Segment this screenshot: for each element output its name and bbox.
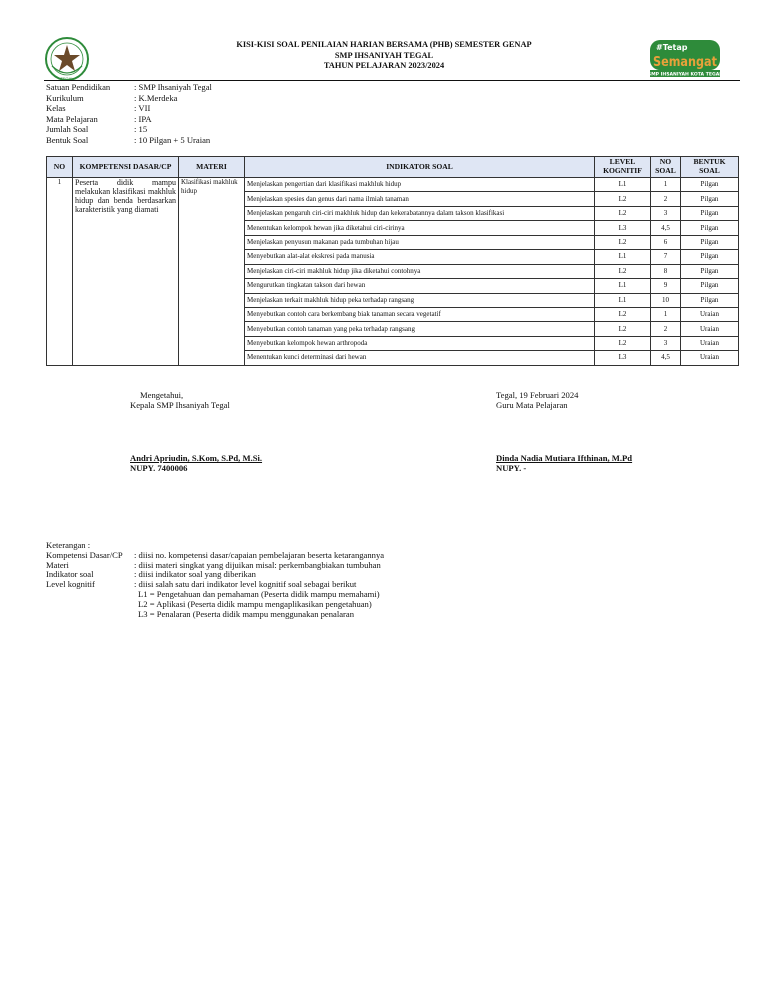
note-label: Materi	[46, 559, 69, 570]
sig-right-name: Dinda Nadia Mutiara Ifthinan, M.Pd	[496, 453, 633, 463]
header-divider	[44, 80, 740, 81]
cell-no-soal: 8	[651, 264, 681, 278]
cell-indikator: Menentukan kelompok hewan jika diketahui ciri-cirinya	[245, 221, 595, 235]
cell-indikator: Menjelaskan pengaruh ciri-ciri makhluk hidup dan kekerabatannya dalam takson klasifikasi	[245, 206, 595, 220]
table-header-row	[47, 157, 739, 178]
identity-value: : 10 Pilgan + 5 Uraian	[134, 134, 211, 145]
identity-row-satuan	[46, 82, 212, 93]
identity-value: : 15	[134, 124, 148, 135]
cell-indikator: Menyebutkan contoh cara berkembang biak tanaman secara vegetatif	[245, 307, 595, 321]
cell-bentuk: Pilgan	[681, 250, 739, 264]
logo-left-text: TEGAL	[60, 76, 74, 81]
table-row	[47, 178, 739, 192]
cell-level: L3	[595, 351, 651, 365]
kisi-kisi-table	[46, 156, 739, 366]
cell-no-soal: 4,5	[651, 221, 681, 235]
cell-level: L1	[595, 178, 651, 192]
note-value: : diisi salah satu dari indikator level kognitif soal sebagai berikut	[134, 579, 357, 590]
cell-no-soal: 3	[651, 336, 681, 350]
document-title	[180, 40, 588, 72]
cell-no-soal: 1	[651, 178, 681, 192]
cell-no-soal: 10	[651, 293, 681, 307]
identity-label: Satuan Pendidikan	[46, 82, 111, 92]
identity-label: Kelas	[46, 103, 66, 114]
sig-left-name: Andri Apriudin, S.Kom, S.Pd, M.Si.	[130, 453, 263, 463]
header-bentuk: BENTUK SOAL	[681, 157, 739, 178]
identity-row-jumlah	[46, 124, 212, 135]
identity-label: Mata Pelajaran	[46, 113, 98, 124]
cell-level: L2	[595, 206, 651, 220]
cell-kompetensi: Peserta didik mampu melakukan klasifikasi makhluk hidup dan benda berdasarkan karakteristik yang diamati	[73, 178, 179, 366]
header-level: LEVEL KOGNITIF	[595, 157, 651, 178]
cell-no-soal: 1	[651, 307, 681, 321]
note-value: : diisi materi singkat yang dijuikan misal: perkembangbiakan tumbuhan	[134, 559, 381, 570]
note-label: Indikator soal	[46, 569, 94, 580]
identity-value: : VII	[134, 103, 151, 114]
sig-right-line2: Guru Mata Pelajaran	[496, 400, 568, 411]
cell-bentuk: Pilgan	[681, 279, 739, 293]
cell-level: L1	[595, 293, 651, 307]
cell-bentuk: Pilgan	[681, 293, 739, 307]
cell-level: L2	[595, 235, 651, 249]
cell-bentuk: Uraian	[681, 351, 739, 365]
cell-no-soal: 3	[651, 206, 681, 220]
identity-row-kurikulum	[46, 93, 212, 104]
cell-no-soal: 7	[651, 250, 681, 264]
note-label: Level kognitif	[46, 579, 95, 590]
sig-left-nupy: NUPY. 7400006	[130, 463, 188, 474]
cell-indikator: Mengurutkan tingkatan takson dari hewan	[245, 279, 595, 293]
cell-no-soal: 6	[651, 235, 681, 249]
signature-left-name-block	[130, 453, 262, 473]
header-no: NO	[47, 157, 73, 178]
school-logo-icon	[44, 36, 90, 82]
cell-no-soal: 4,5	[651, 351, 681, 365]
notes-title: Keterangan :	[46, 540, 91, 550]
cell-indikator: Menyebutkan kelompok hewan arthropoda	[245, 336, 595, 350]
sig-right-nupy: NUPY. -	[496, 463, 527, 474]
cell-no-soal: 9	[651, 279, 681, 293]
cell-no-soal: 2	[651, 192, 681, 206]
cell-level: L2	[595, 192, 651, 206]
cell-bentuk: Pilgan	[681, 221, 739, 235]
logo-right-word: Semangat	[653, 55, 717, 70]
cell-level: L2	[595, 336, 651, 350]
identity-row-bentuk	[46, 135, 212, 146]
cell-level: L2	[595, 264, 651, 278]
cell-indikator: Menjelaskan spesies dan genus dari nama ilmiah tanaman	[245, 192, 595, 206]
table-body	[47, 178, 739, 366]
header-materi: MATERI	[179, 157, 245, 178]
note-level-l1: L1 = Pengetahuan dan pemahaman (Peserta didik mampu memahami)	[138, 588, 380, 599]
cell-bentuk: Pilgan	[681, 178, 739, 192]
cell-bentuk: Pilgan	[681, 235, 739, 249]
cell-level: L3	[595, 221, 651, 235]
cell-indikator: Menjelaskan pengertian dari klasifikasi makhluk hidup	[245, 178, 595, 192]
title-line-1: KISI-KISI SOAL PENILAIAN HARIAN BERSAMA (PHB) SEMESTER GENAP	[236, 40, 532, 49]
cell-indikator: Menyebutkan alat-alat ekskresi pada manusia	[245, 250, 595, 264]
note-label: Kompetensi Dasar/CP	[46, 549, 123, 560]
cell-bentuk: Pilgan	[681, 264, 739, 278]
header-kompetensi: KOMPETENSI DASAR/CP	[73, 157, 179, 178]
identity-label: Jumlah Soal	[46, 124, 89, 135]
identity-value: : IPA	[134, 113, 152, 124]
identity-label: Kurikulum	[46, 92, 84, 103]
logo-right-caption: SMP IHSANIYAH KOTA TEGAL	[648, 72, 722, 78]
identity-value: : K.Merdeka	[134, 92, 178, 103]
cell-no: 1	[47, 178, 73, 366]
tetap-semangat-logo-icon	[648, 38, 722, 78]
cell-indikator: Menentukan kunci determinasi dari hewan	[245, 351, 595, 365]
identity-row-mapel	[46, 114, 212, 125]
cell-level: L1	[595, 279, 651, 293]
title-line-2: SMP IHSANIYAH TEGAL	[334, 50, 434, 60]
sig-left-line2: Kepala SMP Ihsaniyah Tegal	[130, 400, 230, 411]
cell-bentuk: Uraian	[681, 336, 739, 350]
note-level-l3: L3 = Penalaran (Peserta didik mampu menggunakan penalaran	[138, 608, 355, 619]
cell-bentuk: Uraian	[681, 307, 739, 321]
cell-indikator: Menjelaskan terkait makhluk hidup peka terhadap rangsang	[245, 293, 595, 307]
cell-materi: Klasifikasi makhluk hidup	[179, 178, 245, 366]
cell-level: L2	[595, 322, 651, 336]
sig-left-line1: Mengetahui,	[140, 390, 184, 400]
sig-right-line1: Tegal, 19 Februari 2024	[496, 390, 579, 400]
identity-label: Bentuk Soal	[46, 134, 89, 145]
cell-no-soal: 2	[651, 322, 681, 336]
identity-row-kelas	[46, 103, 212, 114]
cell-level: L2	[595, 307, 651, 321]
logo-right-tag: #Tetap	[656, 43, 688, 52]
signature-right-name-block	[496, 453, 632, 473]
note-value: : diisi indikator soal yang diberikan	[134, 569, 256, 580]
cell-indikator: Menjelaskan ciri-ciri makhluk hidup jika diketahui contohnya	[245, 264, 595, 278]
signature-right	[496, 390, 578, 410]
title-line-3: TAHUN PELAJARAN 2023/2024	[323, 61, 445, 70]
cell-bentuk: Pilgan	[681, 206, 739, 220]
note-level-l2: L2 = Aplikasi (Peserta didik mampu mengaplikasikan pengetahuan)	[138, 598, 372, 609]
cell-indikator: Menyebutkan contoh tanaman yang peka terhadap rangsang	[245, 322, 595, 336]
identity-value: : SMP Ihsaniyah Tegal	[134, 82, 212, 92]
note-value: : diisi no. kompetensi dasar/capaian pembelajaran beserta ketarangannya	[134, 549, 385, 560]
cell-bentuk: Pilgan	[681, 192, 739, 206]
cell-indikator: Menjelaskan penyusun makanan pada tumbuhan hijau	[245, 235, 595, 249]
header-no-soal: NO SOAL	[651, 157, 681, 178]
signature-left	[130, 390, 230, 410]
header-indikator: INDIKATOR SOAL	[245, 157, 595, 178]
cell-level: L1	[595, 250, 651, 264]
identity-block	[46, 82, 212, 146]
notes-block	[46, 541, 384, 619]
cell-bentuk: Uraian	[681, 322, 739, 336]
